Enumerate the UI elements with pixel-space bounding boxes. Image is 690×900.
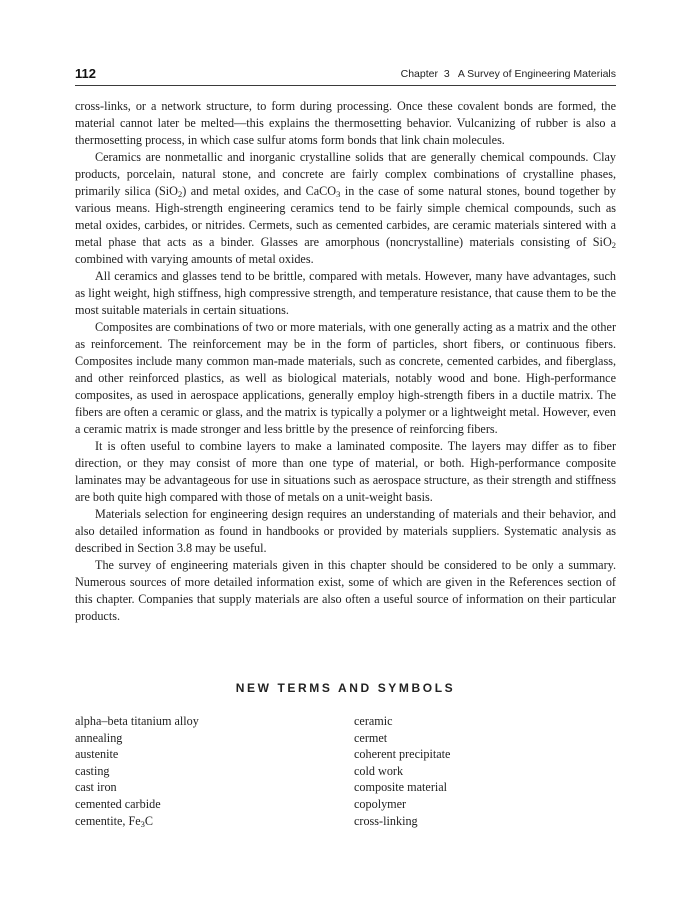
text-run: cermet bbox=[354, 730, 388, 745]
text-run: The survey of engineering materials given in this chapter should be considered to be only a summary. Numerous sources of more detailed information exist, some of which are given in the References section of this chapter. Companies that supply materials are also often a useful source of information on their particular products. bbox=[75, 558, 616, 623]
text-run: cross-linking bbox=[354, 813, 418, 828]
term-item bbox=[75, 763, 199, 780]
text-run: Composites are combinations of two or more materials, with one generally acting as a matrix and the other as reinforcement. The reinforcement may be in the form of particles, short fibers, or continuous fibers. Composites include many common man-made materials, such as concrete, cemented carbides, and fiberglass, and other reinforced plastics, as well as biological materials, notably wood and bone. High-performance composites, as used in aerospace applications, generally employ high-strength fibers in a ductile matrix. The fibers are often a ceramic or glass, and the matrix is typically a polymer or a lightweight metal. However, even a ceramic matrix is made stronger and less brittle by the presence of reinforcing fibers. bbox=[75, 320, 616, 436]
text-run: austenite bbox=[75, 747, 119, 762]
subscript: 3 bbox=[140, 818, 145, 829]
paragraph bbox=[75, 319, 616, 438]
text-run: C bbox=[144, 813, 154, 828]
text-run: annealing bbox=[75, 730, 123, 745]
term-item bbox=[354, 796, 450, 813]
page-number: 112 bbox=[75, 66, 96, 81]
body-text bbox=[75, 98, 616, 625]
paragraph bbox=[75, 98, 616, 149]
text-run: cementite, Fe bbox=[75, 813, 141, 828]
terms-list-right bbox=[354, 713, 450, 829]
text-run: ceramic bbox=[354, 714, 393, 728]
text-run: All ceramics and glasses tend to be brittle, compared with metals. However, many have advantages, such as light weight, high stiffness, high compressive strength, and temperature resistance, that cause them to be the most suitable materials in certain situations. bbox=[75, 269, 616, 317]
term-item bbox=[354, 813, 450, 830]
term-item bbox=[354, 763, 450, 780]
term-item bbox=[354, 746, 450, 763]
text-run: casting bbox=[75, 763, 110, 778]
term-item bbox=[354, 713, 450, 730]
header-rule bbox=[75, 85, 616, 86]
text-run: in the case of some natural stones, bound together by various means. High-strength engineering ceramics tend to be fairly simple chemical compounds, such as metal oxides, carbides, or nitrides. Cermets, such as cemented carbides, are ceramic materials sintered with a metal phase that acts as a binder. Glasses are amorphous (noncrystalline) materials consisting of SiO bbox=[75, 184, 616, 249]
term-item bbox=[354, 779, 450, 796]
subscript: 2 bbox=[177, 189, 183, 199]
term-item bbox=[75, 813, 199, 830]
term-item bbox=[75, 713, 199, 730]
term-item bbox=[75, 730, 199, 747]
text-run: copolymer bbox=[354, 796, 407, 811]
text-run: ) and metal oxides, and CaCO bbox=[182, 184, 337, 198]
text-run: Ceramics are nonmetallic and inorganic crystalline solids that are generally chemical compounds. Clay products, porcelain, natural stone, and concrete are fairly complex combinations of crystalline phases, primarily silica (SiO bbox=[75, 150, 616, 198]
running-head: Chapter 3 A Survey of Engineering Materials bbox=[400, 68, 616, 80]
term-item bbox=[75, 779, 199, 796]
paragraph bbox=[75, 268, 616, 319]
paragraph bbox=[75, 149, 616, 268]
paragraph bbox=[75, 557, 616, 625]
text-run: cast iron bbox=[75, 780, 117, 795]
text-run: alpha–beta titanium alloy bbox=[75, 714, 199, 728]
paragraph bbox=[75, 506, 616, 557]
text-run: cemented carbide bbox=[75, 796, 161, 811]
section-heading: NEW TERMS AND SYMBOLS bbox=[235, 681, 456, 695]
text-run: coherent precipitate bbox=[354, 747, 451, 762]
paragraph bbox=[75, 438, 616, 506]
text-run: cold work bbox=[354, 763, 404, 778]
text-run: cross-links, or a network structure, to form during processing. Once these covalent bonds are formed, the material cannot later be melted—this explains the thermosetting behavior. Vulcanizing of rubber is also a thermosetting process, in which case sulfur atoms form bonds that link chain molecules. bbox=[75, 99, 616, 147]
page-header bbox=[75, 66, 616, 86]
subscript: 3 bbox=[336, 189, 341, 199]
term-item bbox=[75, 746, 199, 763]
subscript: 2 bbox=[611, 240, 616, 250]
terms-list-left bbox=[75, 713, 199, 829]
text-run: It is often useful to combine layers to make a laminated composite. The layers may differ as to fiber direction, or they may consist of more than one type of material, or both. High-performance composite laminates may be advantageous for use in situations such as aerospace structure, as their strength and stiffness are both quite high compared with those of metals on a unit-weight basis. bbox=[75, 439, 616, 504]
text-run: combined with varying amounts of metal oxides. bbox=[75, 252, 314, 266]
term-item bbox=[354, 730, 450, 747]
term-item bbox=[75, 796, 199, 813]
text-run: composite material bbox=[354, 780, 448, 795]
text-run: Materials selection for engineering design requires an understanding of materials and their behavior, and also detailed information as found in handbooks or provided by materials suppliers. Systematic analysis as described in Section 3.8 may be useful. bbox=[75, 507, 616, 555]
